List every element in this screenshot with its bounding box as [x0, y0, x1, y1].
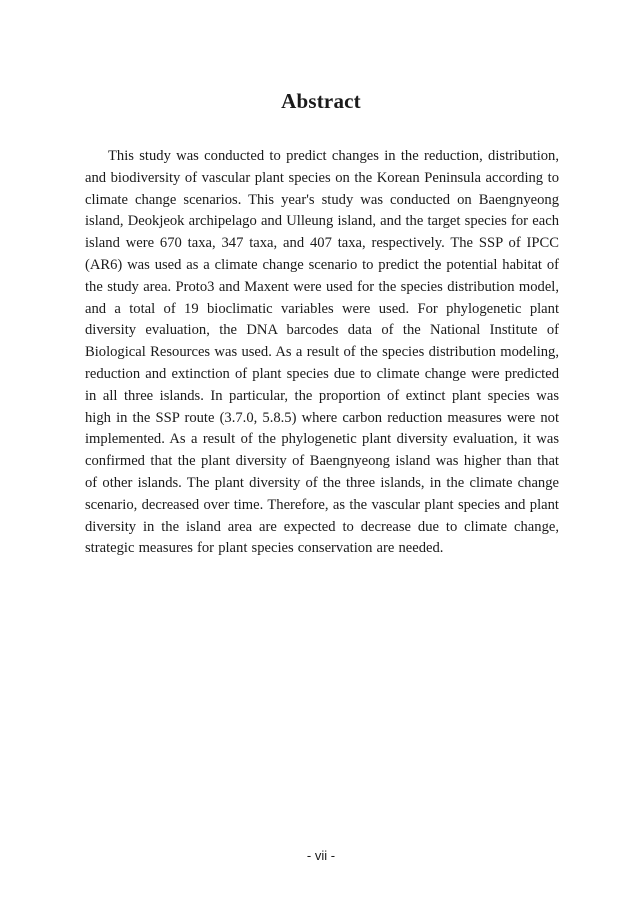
abstract-body-text: This study was conducted to predict changes in the reduction, distribution, and biodiversity of vascular plant species on the Korean Peninsula according to climate change scenarios. This year's study was conducted on Baengnyeong island, Deokjeok archipelago and Ulleung island, and the target species for each island were 670 taxa, 347 taxa, and 407 taxa, respectively. The SSP of IPCC (AR6) was used as a climate change scenario to predict the potential habitat of the study area. Proto3 and Maxent were used for the species distribution model, and a total of 19 bioclimatic variables were used. For phylogenetic plant diversity evaluation, the DNA barcodes data of the National Institute of Biological Resources was used. As a result of the species distribution modeling, reduction and extinction of plant species due to climate change were predicted in all three islands. In particular, the proportion of extinct plant species was high in the SSP route (3.7.0, 5.8.5) where carbon reduction measures were not implemented. As a result of the phylogenetic plant diversity evaluation, it was confirmed that the plant diversity of Baengnyeong island was higher than that of other islands. The plant diversity of the three islands, in the climate change scenario, decreased over time. Therefore, as the vascular plant species and plant diversity in the island area are expected to decrease due to climate change, strategic measures for plant species conservation are needed. [85, 148, 559, 557]
page-number: - vii - [306, 848, 336, 863]
abstract-title: Abstract [281, 89, 361, 113]
